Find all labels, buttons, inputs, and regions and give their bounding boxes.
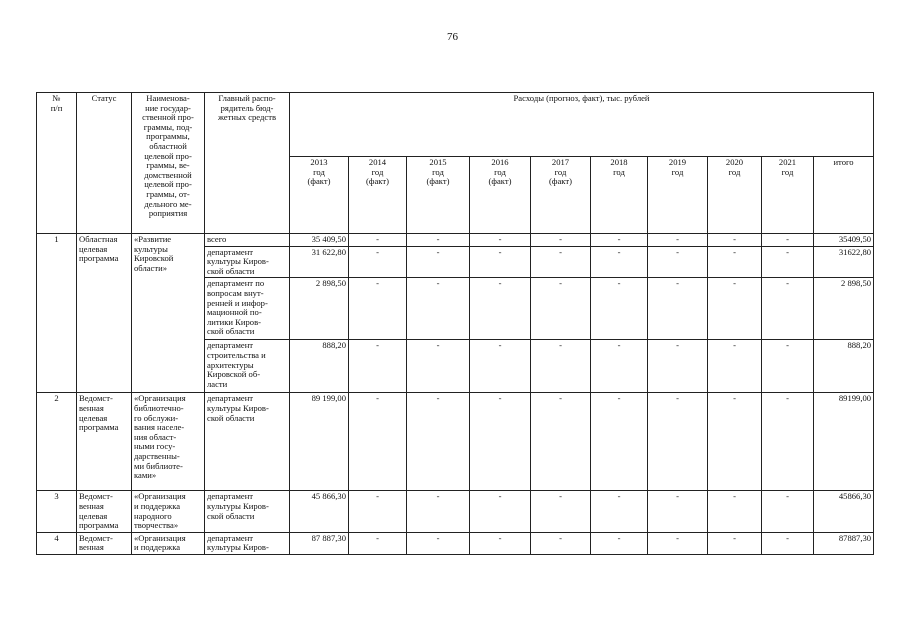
cell-2013: 89 199,00 xyxy=(290,393,349,491)
row-manager: департамент культуры Киров- ской области xyxy=(205,393,290,491)
row-status: Областная целевая программа xyxy=(77,234,132,393)
cell-2013: 888,20 xyxy=(290,340,349,393)
table-row xyxy=(37,234,874,247)
cell-2020: - xyxy=(708,532,762,554)
cell-2015: - xyxy=(407,246,470,278)
cell-2021: - xyxy=(762,340,814,393)
cell-2014: - xyxy=(349,278,407,340)
cell-2013: 35 409,50 xyxy=(290,234,349,247)
cell-2015: - xyxy=(407,340,470,393)
header-year-2013: 2013 год (факт) xyxy=(290,157,349,234)
header-status: Статус xyxy=(77,93,132,234)
header-year-2019: 2019 год xyxy=(648,157,708,234)
cell-2018: - xyxy=(591,491,648,532)
cell-2019: - xyxy=(648,532,708,554)
cell-2018: - xyxy=(591,234,648,247)
row-manager: департамент культуры Киров- ской области xyxy=(205,246,290,278)
cell-total: 35409,50 xyxy=(814,234,874,247)
cell-2013: 31 622,80 xyxy=(290,246,349,278)
table-row xyxy=(37,491,874,532)
header-year-2015: 2015 год (факт) xyxy=(407,157,470,234)
row-status: Ведомст- венная целевая программа xyxy=(77,491,132,532)
row-program-name: «Организация и поддержка народного творчества» xyxy=(132,491,205,532)
row-manager: департамент культуры Киров- xyxy=(205,532,290,554)
cell-2018: - xyxy=(591,278,648,340)
cell-2019: - xyxy=(648,491,708,532)
cell-2021: - xyxy=(762,491,814,532)
row-program-name: «Организация библиотечно- го обслужи- вания населе- ния област- ными госу- дарственны- ми библиоте- ками» xyxy=(132,393,205,491)
header-row xyxy=(37,93,874,157)
cell-2019: - xyxy=(648,234,708,247)
cell-total: 87887,30 xyxy=(814,532,874,554)
row-program-name: «Организация и поддержка xyxy=(132,532,205,554)
cell-total: 888,20 xyxy=(814,340,874,393)
row-num: 3 xyxy=(37,491,77,532)
cell-2013: 87 887,30 xyxy=(290,532,349,554)
cell-2016: - xyxy=(470,491,531,532)
header-year-2018: 2018 год xyxy=(591,157,648,234)
header-year-2016: 2016 год (факт) xyxy=(470,157,531,234)
cell-2020: - xyxy=(708,246,762,278)
header-total: итого xyxy=(814,157,874,234)
row-num: 1 xyxy=(37,234,77,393)
cell-2013: 2 898,50 xyxy=(290,278,349,340)
row-manager: всего xyxy=(205,234,290,247)
cell-2019: - xyxy=(648,393,708,491)
header-program-name: Наименова- ние государ- ственной про- граммы, под- программы, областной целевой про- граммы, ве- домственной целевой про- граммы, от- дельного ме- роприятия xyxy=(132,93,205,234)
cell-2013: 45 866,30 xyxy=(290,491,349,532)
cell-2020: - xyxy=(708,234,762,247)
cell-2014: - xyxy=(349,393,407,491)
cell-2014: - xyxy=(349,246,407,278)
cell-2017: - xyxy=(531,340,591,393)
cell-2015: - xyxy=(407,491,470,532)
header-num: № п/п xyxy=(37,93,77,234)
row-manager: департамент культуры Киров- ской области xyxy=(205,491,290,532)
cell-2021: - xyxy=(762,532,814,554)
cell-2019: - xyxy=(648,278,708,340)
cell-2014: - xyxy=(349,491,407,532)
row-status: Ведомст- венная xyxy=(77,532,132,554)
cell-2017: - xyxy=(531,234,591,247)
cell-2018: - xyxy=(591,340,648,393)
table-row xyxy=(37,393,874,491)
cell-2016: - xyxy=(470,340,531,393)
cell-2020: - xyxy=(708,393,762,491)
header-year-2021: 2021 год xyxy=(762,157,814,234)
cell-2017: - xyxy=(531,246,591,278)
cell-2015: - xyxy=(407,234,470,247)
header-year-2020: 2020 год xyxy=(708,157,762,234)
cell-2016: - xyxy=(470,278,531,340)
cell-2016: - xyxy=(470,234,531,247)
header-budget-manager: Главный распо- рядитель бюд- жетных средств xyxy=(205,93,290,234)
cell-2018: - xyxy=(591,246,648,278)
cell-2021: - xyxy=(762,234,814,247)
row-program-name: «Развитие культуры Кировской области» xyxy=(132,234,205,393)
cell-total: 45866,30 xyxy=(814,491,874,532)
cell-2019: - xyxy=(648,246,708,278)
cell-2014: - xyxy=(349,532,407,554)
cell-2016: - xyxy=(470,393,531,491)
cell-total: 2 898,50 xyxy=(814,278,874,340)
header-year-2014: 2014 год (факт) xyxy=(349,157,407,234)
cell-2017: - xyxy=(531,491,591,532)
table-row xyxy=(37,532,874,554)
cell-2020: - xyxy=(708,491,762,532)
header-expenses: Расходы (прогноз, факт), тыс. рублей xyxy=(290,93,874,157)
cell-2020: - xyxy=(708,278,762,340)
cell-2016: - xyxy=(470,532,531,554)
cell-2016: - xyxy=(470,246,531,278)
cell-2018: - xyxy=(591,532,648,554)
row-num: 4 xyxy=(37,532,77,554)
row-manager: департамент по вопросам внут- ренней и инфор- мационной по- литики Киров- ской области xyxy=(205,278,290,340)
cell-2019: - xyxy=(648,340,708,393)
cell-2021: - xyxy=(762,278,814,340)
cell-2014: - xyxy=(349,340,407,393)
header-year-2017: 2017 год (факт) xyxy=(531,157,591,234)
cell-2015: - xyxy=(407,393,470,491)
cell-2020: - xyxy=(708,340,762,393)
cell-2021: - xyxy=(762,393,814,491)
cell-2015: - xyxy=(407,532,470,554)
cell-total: 31622,80 xyxy=(814,246,874,278)
cell-2018: - xyxy=(591,393,648,491)
row-status: Ведомст- венная целевая программа xyxy=(77,393,132,491)
cell-2015: - xyxy=(407,278,470,340)
row-num: 2 xyxy=(37,393,77,491)
budget-table xyxy=(36,92,874,555)
cell-2017: - xyxy=(531,278,591,340)
page-number: 76 xyxy=(447,31,458,43)
row-manager: департамент строительства и архитектуры Кировской об- ласти xyxy=(205,340,290,393)
cell-2014: - xyxy=(349,234,407,247)
cell-2021: - xyxy=(762,246,814,278)
cell-2017: - xyxy=(531,393,591,491)
cell-2017: - xyxy=(531,532,591,554)
cell-total: 89199,00 xyxy=(814,393,874,491)
